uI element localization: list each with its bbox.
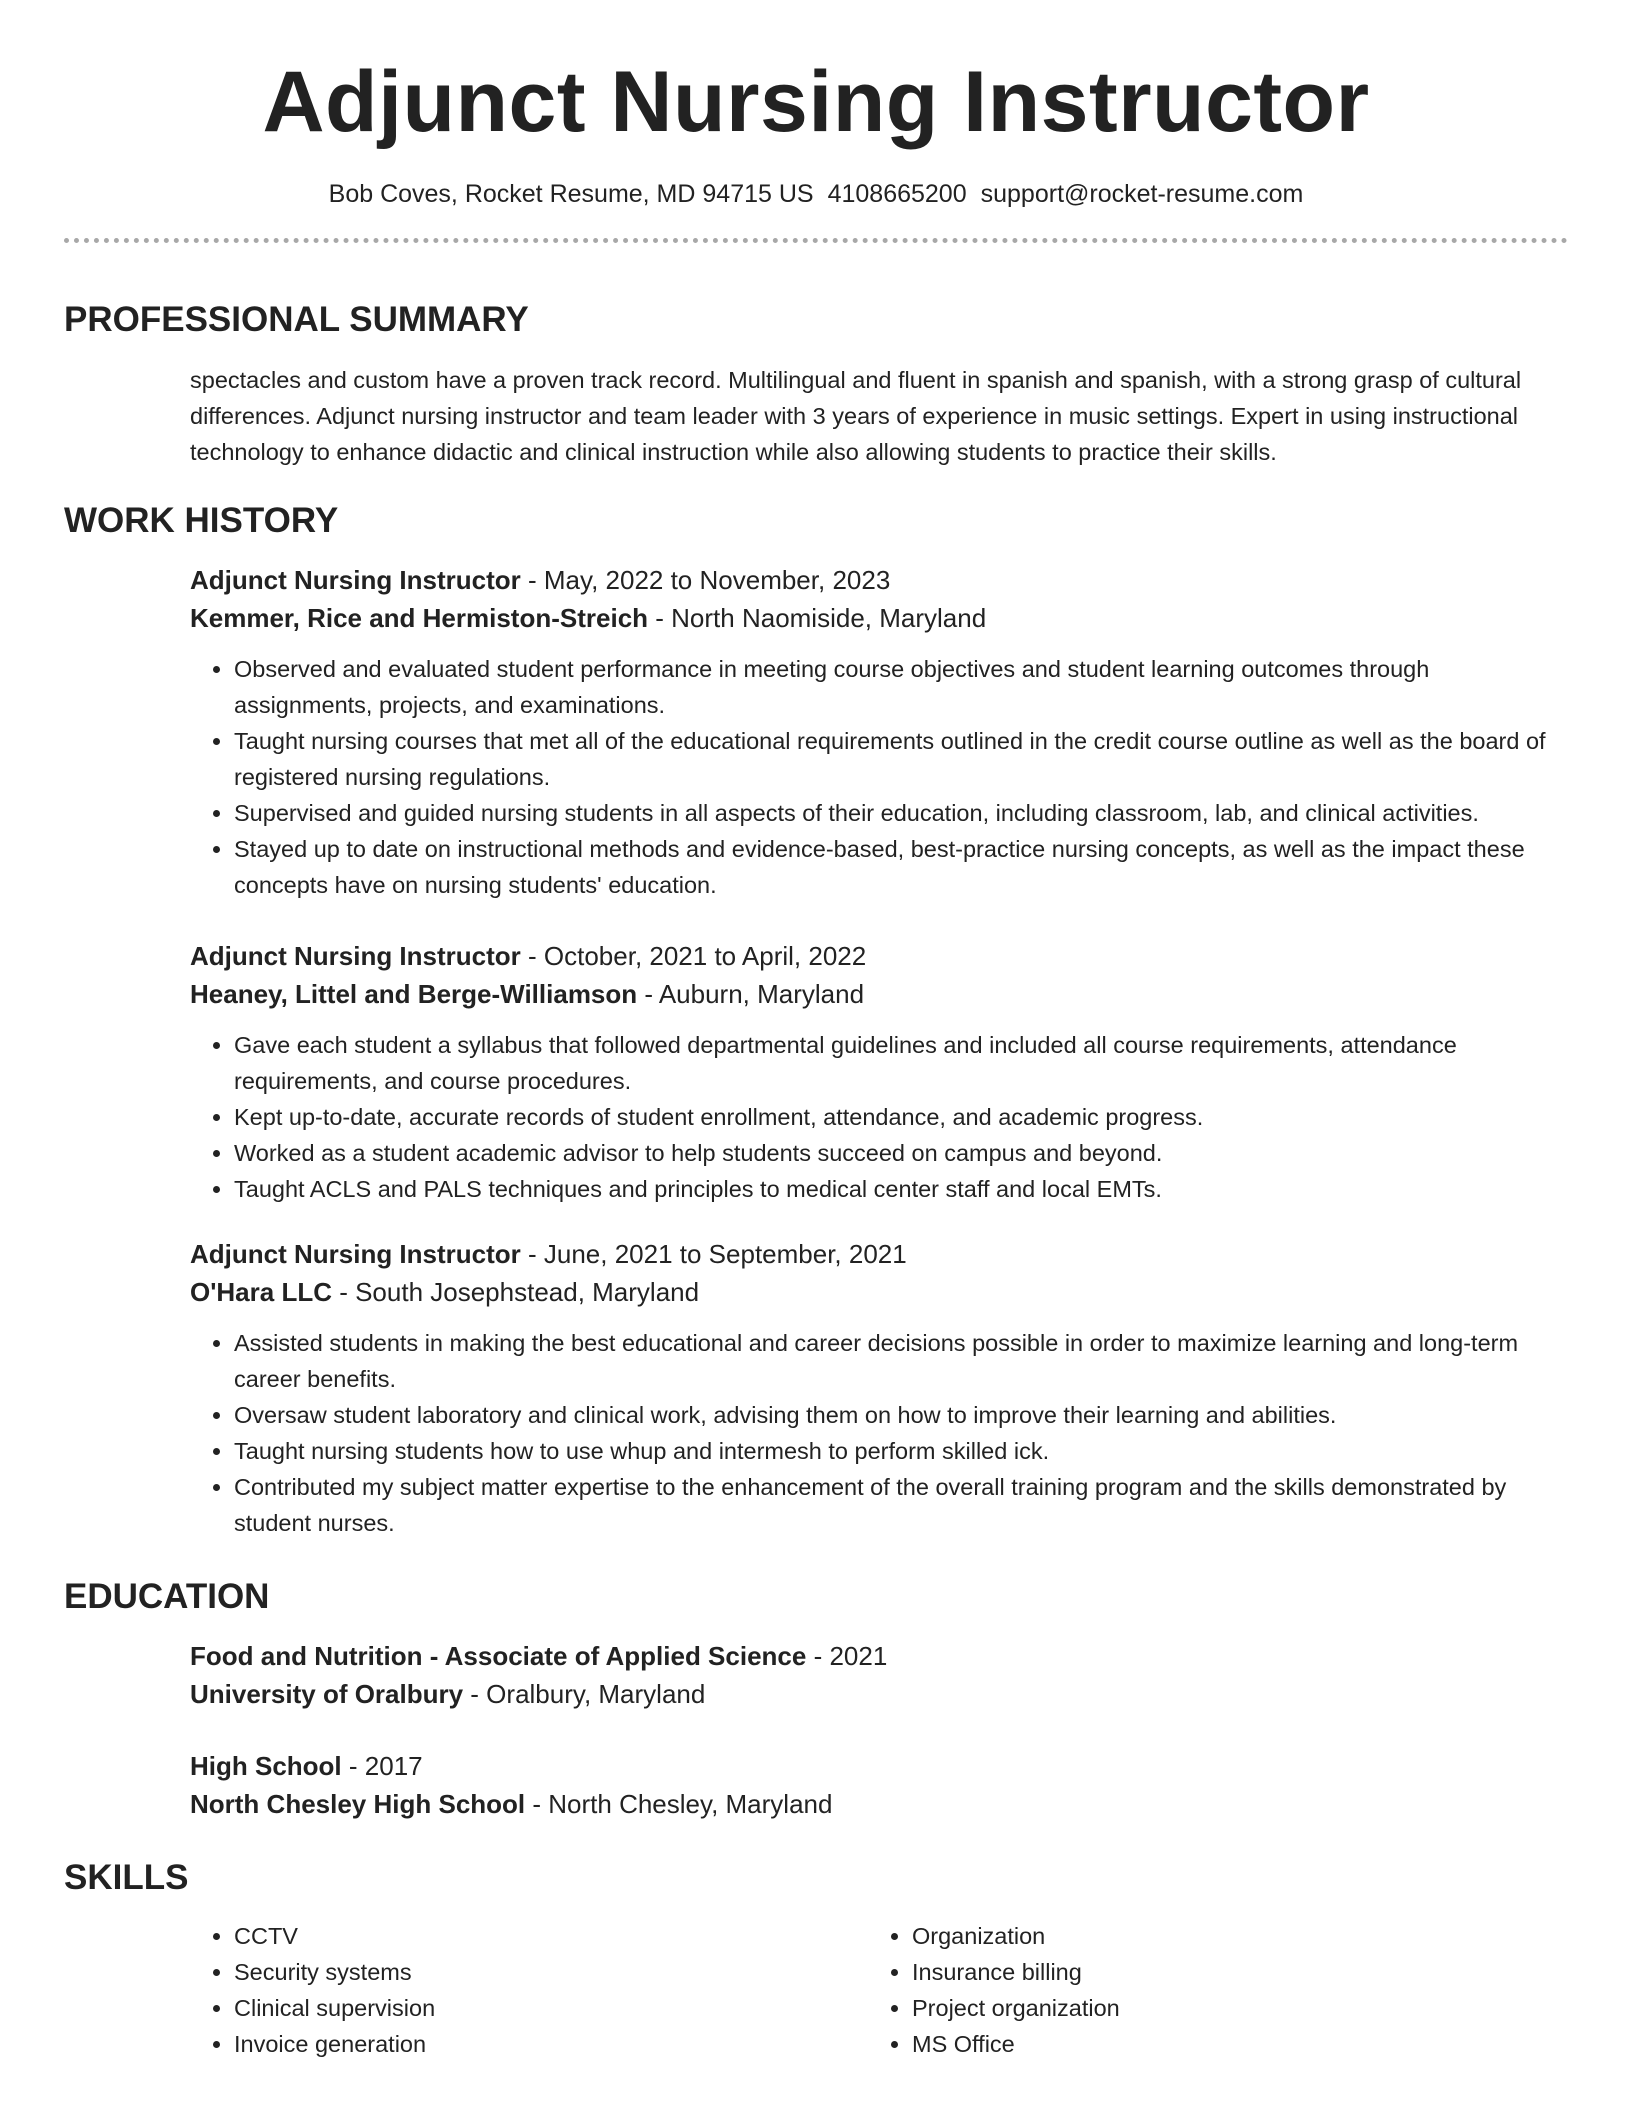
job-bullet: • Stayed up to date on instructional methods and evidence-based, best-practice nursing concepts, as well as the impact these concepts have on nursing students' education. xyxy=(234,831,1568,903)
summary-heading: PROFESSIONAL SUMMARY xyxy=(64,300,529,339)
skill-item: • Clinical supervision xyxy=(234,1990,868,2026)
contact-line xyxy=(64,178,1568,210)
contact-address: Bob Coves, Rocket Resume, MD 94715 US xyxy=(328,180,814,208)
skills-list-right xyxy=(868,1918,1512,2062)
skill-item: • Project organization xyxy=(912,1990,1512,2026)
job-bullet: • Assisted students in making the best educational and career decisions possible in order to maximize learning and long-term career benefits. xyxy=(234,1325,1568,1397)
job-bullet: • Oversaw student laboratory and clinical work, advising them on how to improve their learning and abilities. xyxy=(234,1397,1568,1433)
job-location: - South Josephstead, Maryland xyxy=(331,1277,700,1307)
education-degree: High School xyxy=(190,1751,342,1781)
education-location: - North Chesley, Maryland xyxy=(525,1789,833,1819)
job-bullets xyxy=(190,651,1568,903)
work-history-heading: WORK HISTORY xyxy=(64,501,339,540)
job-bullet: • Worked as a student academic advisor to help students succeed on campus and beyond. xyxy=(234,1135,1568,1171)
education-entry xyxy=(190,1637,1568,1713)
job-title-line xyxy=(190,937,1568,975)
resume-title: Adjunct Nursing Instructor xyxy=(262,54,1370,150)
skills-heading: SKILLS xyxy=(64,1858,189,1897)
work-history-section xyxy=(64,499,1568,1541)
skill-item: • Insurance billing xyxy=(912,1954,1512,1990)
summary-section xyxy=(64,298,1568,470)
job-bullet: • Supervised and guided nursing students in all aspects of their education, including classroom, lab, and clinical activities. xyxy=(234,795,1568,831)
job-entry xyxy=(190,937,1568,1207)
summary-text: spectacles and custom have a proven track record. Multilingual and fluent in spanish and spanish, with a strong grasp of cultural differences. Adjunct nursing instructor and team leader with 3 years of experience in music settings. Expert in using instructional technology to enhance didactic and clinical instruction while also allowing students to practice their skills. xyxy=(190,367,1522,465)
job-bullet: • Gave each student a syllabus that followed departmental guidelines and included all course requirements, attendance requirements, and course procedures. xyxy=(234,1027,1568,1099)
skill-item: • MS Office xyxy=(912,2026,1512,2062)
job-company-line xyxy=(190,1273,1568,1311)
job-title: Adjunct Nursing Instructor xyxy=(190,565,521,595)
education-year: - 2021 xyxy=(806,1641,888,1671)
skill-item: • Organization xyxy=(912,1918,1512,1954)
skill-item: • Invoice generation xyxy=(234,2026,868,2062)
skill-item: • CCTV xyxy=(234,1918,868,1954)
job-dates: - June, 2021 to September, 2021 xyxy=(520,1239,907,1269)
education-school-line xyxy=(190,1785,1568,1823)
education-school-line xyxy=(190,1675,1568,1713)
header-divider xyxy=(64,238,1568,243)
job-company: Heaney, Littel and Berge-Williamson xyxy=(190,979,638,1009)
job-title-line xyxy=(190,561,1568,599)
education-section xyxy=(64,1575,1568,1823)
job-location: - Auburn, Maryland xyxy=(637,979,865,1009)
job-company: O'Hara LLC xyxy=(190,1277,332,1307)
skills-section xyxy=(64,1856,1568,2062)
skill-item: • Security systems xyxy=(234,1954,868,1990)
job-title: Adjunct Nursing Instructor xyxy=(190,941,521,971)
job-title: Adjunct Nursing Instructor xyxy=(190,1239,521,1269)
education-school: University of Oralbury xyxy=(190,1679,464,1709)
skills-list-left xyxy=(190,1918,868,2062)
education-location: - Oralbury, Maryland xyxy=(463,1679,706,1709)
job-bullet: • Taught nursing students how to use whup and intermesh to perform skilled ick. xyxy=(234,1433,1568,1469)
education-heading: EDUCATION xyxy=(64,1577,270,1616)
education-degree: Food and Nutrition - Associate of Applied Science xyxy=(190,1641,807,1671)
contact-phone: 4108665200 xyxy=(827,180,967,208)
job-entry xyxy=(190,1235,1568,1541)
job-bullet: • Contributed my subject matter expertise to the enhancement of the overall training program and the skills demonstrated by student nurses. xyxy=(234,1469,1568,1541)
job-bullet: • Observed and evaluated student performance in meeting course objectives and student learning outcomes through assignments, projects, and examinations. xyxy=(234,651,1568,723)
education-school: North Chesley High School xyxy=(190,1789,526,1819)
job-entry xyxy=(190,561,1568,903)
job-bullet: • Taught nursing courses that met all of the educational requirements outlined in the credit course outline as well as the board of registered nursing regulations. xyxy=(234,723,1568,795)
job-company: Kemmer, Rice and Hermiston-Streich xyxy=(190,603,649,633)
job-dates: - October, 2021 to April, 2022 xyxy=(520,941,867,971)
job-title-line xyxy=(190,1235,1568,1273)
resume-page xyxy=(64,0,1568,2057)
education-entry xyxy=(190,1747,1568,1823)
job-bullet: • Kept up-to-date, accurate records of student enrollment, attendance, and academic progress. xyxy=(234,1099,1568,1135)
job-company-line xyxy=(190,599,1568,637)
job-bullets xyxy=(190,1027,1568,1207)
job-company-line xyxy=(190,975,1568,1013)
job-bullet: • Taught ACLS and PALS techniques and principles to medical center staff and local EMTs. xyxy=(234,1171,1568,1207)
job-bullets xyxy=(190,1325,1568,1541)
skills-columns xyxy=(190,1918,1568,2062)
education-degree-line xyxy=(190,1747,1568,1785)
job-location: - North Naomiside, Maryland xyxy=(648,603,987,633)
education-year: - 2017 xyxy=(341,1751,423,1781)
education-degree-line xyxy=(190,1637,1568,1675)
contact-email: support@rocket-resume.com xyxy=(980,180,1304,208)
job-dates: - May, 2022 to November, 2023 xyxy=(520,565,891,595)
